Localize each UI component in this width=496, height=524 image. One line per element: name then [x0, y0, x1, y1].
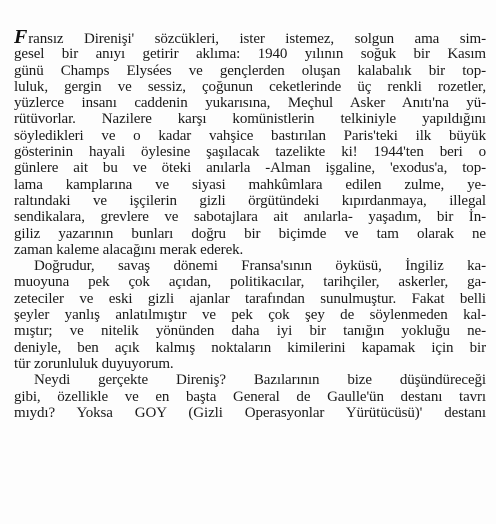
paragraph-2 [14, 258, 486, 372]
text-line: şeyler yanlış anlatılmıştır ve pek çok şey de söylenmeden kal- [14, 307, 486, 324]
text-line: günlere ait bu ve öteki anılarla -Alman işgaline, 'exodus'a, top- [14, 160, 486, 177]
text-line: deniyle, ben açık kalmış noktaların kimilerini kapamak için bir [14, 339, 486, 356]
text-line: giliz yazarının bunları doğru bir biçimde ve tam olarak ne [14, 225, 486, 242]
text-line: Fransız Direnişi' sözcükleri, ister istemez, solgun ama sim- [14, 30, 486, 46]
text-line: günü Champs Elysées ve gençlerden oluşan kalabalık bir top- [14, 62, 486, 79]
text-line: luluk, gergin ve sessiz, çoğunun ceketlerinde üç renkli rozetler, [14, 78, 486, 95]
text-line: gösterinin hayali öylesine şaşılacak tazelikte ki! 1944'ten beri o [14, 144, 486, 161]
text-line: Neydi gerçekte Direniş? Bazılarının bize düşündüreceği [34, 372, 486, 389]
body-text [14, 30, 486, 421]
text-line: yüzlerce insanı caddenin yukarısına, Meçhul Asker Anıtı'na yü- [14, 95, 486, 112]
text-line: tür zorunluluk duyuyorum. [14, 355, 174, 372]
text-line: gibi, özellikle ve en başta General de Gaulle'ün destanı tavrı [14, 388, 486, 405]
text-line: zeteciler ve eski gizli ajanlar tarafından sunulmuştur. Fakat belli [14, 290, 486, 307]
text-line: zaman kaleme alacağını merak ederek. [14, 241, 244, 258]
text-line: raltındaki ve işçilerin gizli örgütündeki kıpırdanmaya, illegal [14, 192, 486, 209]
text-line: lama kamplarına ve siyasi mahkûmlara edilen zulme, ye- [14, 176, 486, 193]
text-line: söyledikleri ve o kadar vahşice bastırılan Paris'teki ilk büyük [14, 127, 486, 144]
drop-cap: F [14, 30, 28, 47]
text-line: muoyuna pek çok açıdan, politikacılar, tarihçiler, askerler, ga- [14, 274, 486, 291]
text-line: sendikalara, grevlere ve sabotajlara ait anılarla- yaşadım, bir İn- [14, 209, 486, 226]
paragraph-1 [14, 30, 486, 258]
text-line: Doğrudur, savaş dönemi Fransa'sının öyküsü, İngiliz ka- [34, 258, 486, 275]
paragraph-3 [14, 372, 486, 421]
text-line: gesel bir anıyı getirir aklıma: 1940 yılının soğuk bir Kasım [14, 46, 486, 63]
text-line: mıştır; ve nitelik yönünden daha iyi bir tanığın yokluğu ne- [14, 323, 486, 340]
text-line: mıydı? Yoksa GOY (Gizli Operasyonlar Yürütücüsü)' destanı [14, 404, 486, 421]
text-line: rütüvorlar. Nazilere karşı komünistlerin telkiniyle yapıldığını [14, 111, 486, 128]
